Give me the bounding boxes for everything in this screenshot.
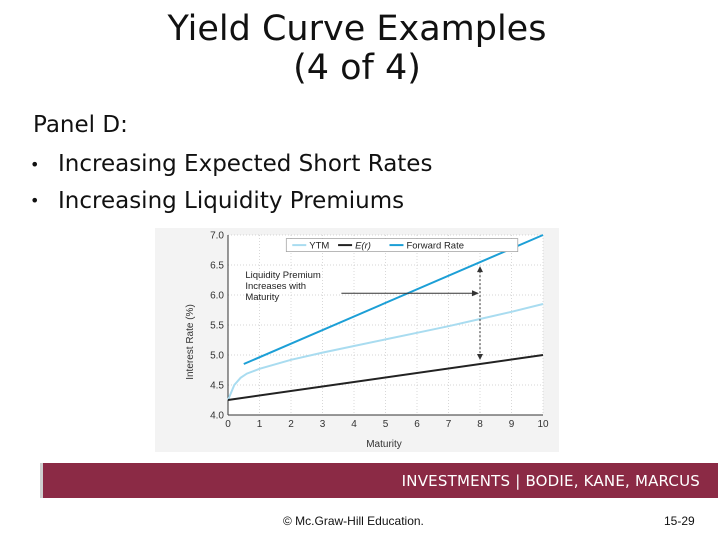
- x-tick-label: 3: [319, 419, 326, 430]
- x-tick-label: 6: [414, 419, 420, 430]
- y-tick-label: 7.0: [210, 230, 224, 242]
- bullet-item: [30, 146, 432, 183]
- slide-number: 15-29: [664, 514, 695, 528]
- x-tick-label: 1: [256, 419, 263, 430]
- slide-title-line2: (4 of 4): [293, 48, 421, 88]
- annotation-text-line: Liquidity Premium: [245, 270, 321, 282]
- chart-legend: [286, 239, 518, 252]
- y-tick-label: 4.5: [210, 380, 224, 392]
- x-tick-label: 4: [351, 419, 357, 430]
- annotation-text-line: Increases with: [245, 281, 307, 293]
- x-tick-label: 10: [537, 419, 549, 430]
- y-tick-label: 6.0: [210, 290, 224, 302]
- legend-label: E(r): [355, 240, 371, 252]
- y-tick-label: 6.5: [210, 260, 224, 272]
- y-tick-label: 4.0: [210, 410, 224, 422]
- yield-curve-chart: [155, 228, 559, 452]
- y-tick-label: 5.0: [210, 350, 224, 362]
- panel-heading: Panel D:: [33, 112, 128, 138]
- x-tick-label: 9: [508, 419, 515, 430]
- copyright-text: © Mc.Graw-Hill Education.: [283, 514, 424, 528]
- bullet-item: [30, 183, 432, 220]
- slide-title: [0, 10, 714, 88]
- yield-curve-figure: [155, 228, 559, 452]
- x-tick-label: 5: [382, 419, 389, 430]
- slide-title-line1: Yield Curve Examples: [167, 9, 547, 49]
- bullet-text: Increasing Expected Short Rates: [58, 151, 433, 177]
- y-axis-label: Interest Rate (%): [185, 304, 196, 380]
- x-tick-label: 7: [445, 419, 452, 430]
- bullet-dot-icon: •: [30, 191, 40, 210]
- bullet-list: [30, 146, 432, 219]
- y-tick-label: 5.5: [210, 320, 224, 332]
- bullet-dot-icon: •: [30, 154, 40, 174]
- annotation-text-line: Maturity: [245, 292, 280, 304]
- legend-label: YTM: [309, 240, 330, 252]
- bullet-text: Increasing Liquidity Premiums: [58, 187, 405, 214]
- chart-grid: [228, 235, 543, 415]
- x-tick-label: 8: [477, 419, 483, 430]
- legend-label: Forward Rate: [406, 240, 465, 252]
- x-tick-label: 2: [288, 419, 294, 430]
- x-axis-label: Maturity: [366, 439, 402, 450]
- banner-text: INVESTMENTS | BODIE, KANE, MARCUS: [401, 472, 700, 490]
- footer-banner: [40, 463, 718, 498]
- x-tick-label: 0: [225, 419, 231, 430]
